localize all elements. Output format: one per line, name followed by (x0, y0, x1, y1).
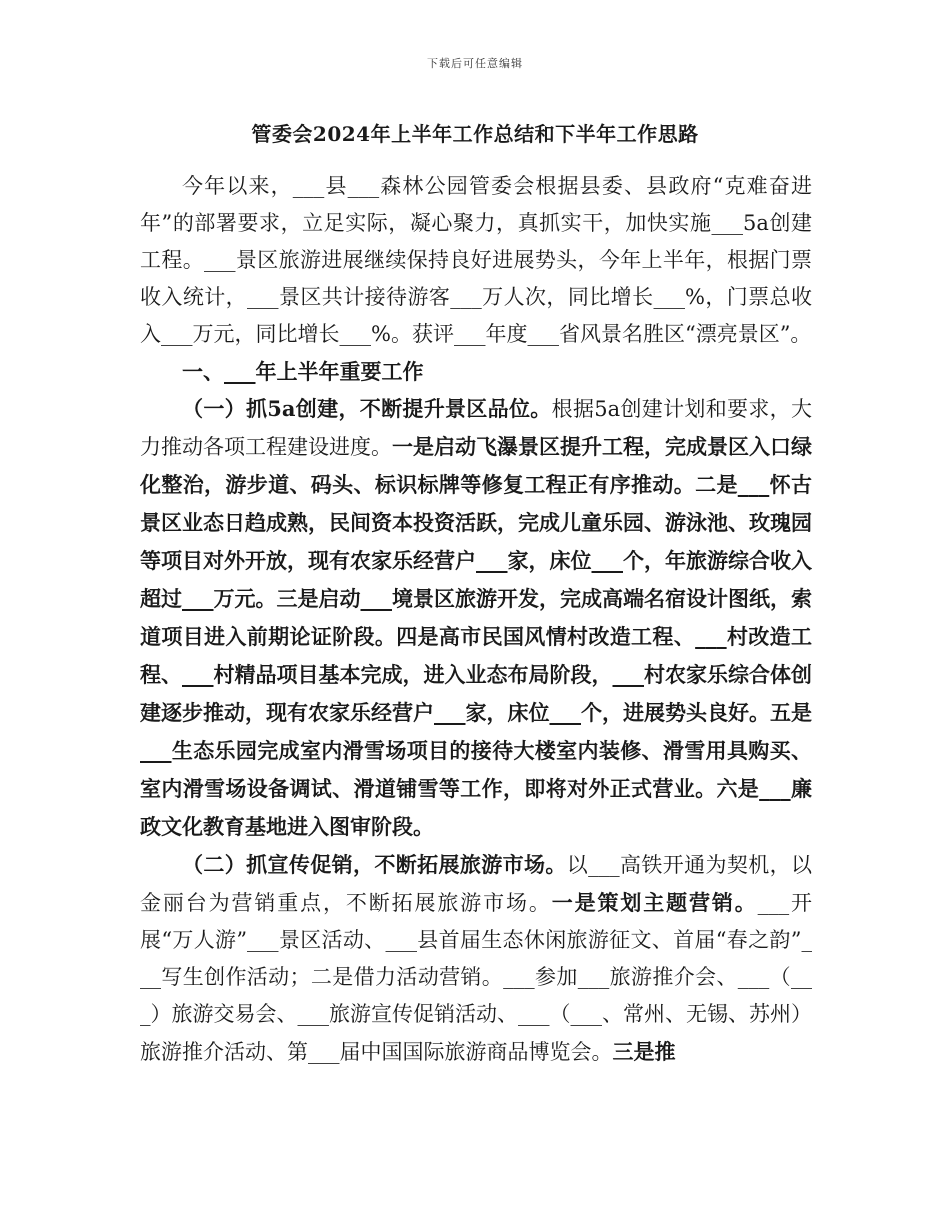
paragraph-bold-text: 一是启动飞瀑景区提升工程，完成景区入口绿化整治，游步道、码头、标识标牌等修复工程正有序推动。二是___怀古景区业态日趋成熟，民间资本投资活跃，完成儿童乐园、游泳池、玫瑰园等项目对外开放，现有农家乐经营户___家，床位___个，年旅游综合收入超过___万元。三是启动___境景区旅游开发，完成高端名宿设计图纸，索道项目进入前期论证阶段。四是高市民国风情村改造工程、___村改造工程、___村精品项目基本完成，进入业态布局阶段，___村农家乐综合体创建逐步推动，现有农家乐经营户___家，床位___个，进展势头良好。五是___生态乐园完成室内滑雪场项目的接待大楼室内装修、滑雪用具购买、室内滑雪场设备调试、滑道铺雪等工作，即将对外正式营业。六是___廉政文化教育基地进入图审阶段。 (140, 434, 812, 839)
paragraph-lead-heading: （一）抓5a创建，不断提升景区品位。 (182, 396, 552, 421)
paragraph-text: 以___高铁开通为契机，以金丽台为营销重点，不断拓展旅游市场。 (140, 853, 812, 915)
section-heading: 一、___年上半年重要工作 (182, 359, 424, 384)
document-body (140, 168, 812, 1071)
paragraph-bold-text: 三是推 (612, 1039, 676, 1064)
page-header-note: 下载后可任意编辑 (427, 57, 523, 70)
paragraph-text: ___开展“万人游”___景区活动、___县首届生态休闲旅游征文、首届“春之韵”___写生创作活动；二是借力活动营销。___参加___旅游推介会、___（___）旅游交易会、___旅游宣传促销活动、___（___、常州、无锡、苏州）旅游推介活动、第___届中国国际旅游商品博览会。 (140, 891, 812, 1064)
paragraph-promotion (140, 846, 812, 1071)
paragraph-lead-heading: （二）抓宣传促销，不断拓展旅游市场。 (182, 852, 567, 877)
paragraph-text: 根据5a创建计划和要求，大力推动各项工程建设进度。 (140, 397, 812, 459)
paragraph-5a-creation (140, 390, 812, 846)
paragraph-bold-text: 一是策划主题营销。 (551, 890, 758, 915)
document-title: 管委会2024年上半年工作总结和下半年工作思路 (251, 122, 699, 146)
intro-paragraph: 今年以来，___县___森林公园管委会根据县委、县政府“克难奋进年”的部署要求，立足实际，凝心聚力，真抓实干，加快实施___5a创建工程。___景区旅游进展继续保持良好进展势头，今年上半年，根据门票收入统计，___景区共计接待游客___万人次，同比增长___%，门票总收入___万元，同比增长___%。获评___年度___省风景名胜区“漂亮景区”。 (140, 174, 812, 346)
